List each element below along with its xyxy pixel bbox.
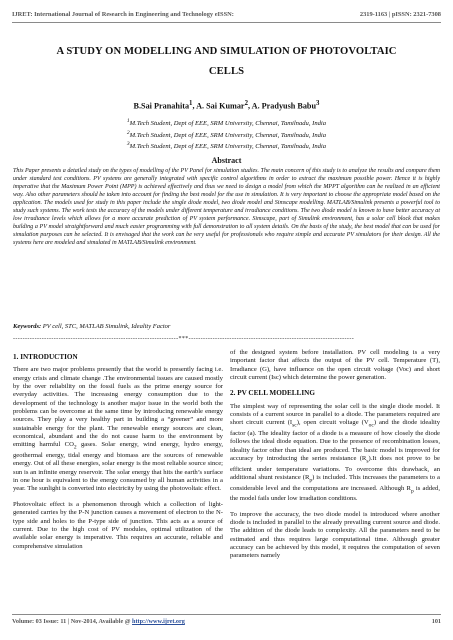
title-line-2: CELLS [208, 66, 245, 77]
section-heading-introduction: 1. INTRODUCTION [13, 353, 78, 361]
paper-title [20, 42, 433, 82]
author-list: B.Sai Pranahita$^1$, A. Sai Kumar$^2$, A. Pradyush Babu$^3$ [133, 100, 320, 111]
affiliation-2: $^2$M.Tech Student, Dept of EEE, SRM University, Chennai, Tamilnadu, India [126, 129, 327, 139]
journal-name: IJRET: International Journal of Research in Engineering and Technology eISSN: [12, 10, 234, 18]
intro-paragraph-3: of the designed system before installation. PV cell modeling is a very important factor that affects the output of the PV cell. Temperature (T), Irradiance (G), have influence on the open circuit voltage (Voc) and short circuit current (Isc) which determine the power generation. [230, 349, 440, 382]
keywords [13, 323, 440, 330]
author-3-sup: 3 [316, 100, 320, 107]
title-line-1: A STUDY ON MODELLING AND SIMULATION OF PHOTOVOLTAIC [56, 46, 397, 57]
abstract-body: This Paper presents a detailed study on the types of modelling of the PV Panel for simulation studies. The main concern of this study is to analyze the results and compare them under standard test conditions. PV systems are generally integrated with specific control algorithms in order to extract the maximum possible power. Hence it is highly imperative that the Maximum Power Point (MPP) is achieved effectively and thus we need to design a model from which the MPPT algorithm can be realized in an efficient way. Also other parameters should be taken into account for finding the best model for the use in simulation. It is very important to choose the appropriate model based on the application. The models used for study in this paper include the single diode model, two diode model and Simscape modelling. MATLAB/Simulink presents a powerful tool to study such systems. The work tests the accuracy of the models under different temperature and irradiance conditions. The two diode model is known to have better accuracy at low irradiance levels which allows for a more accurate prediction of PV system performance. Simscape, part of Simulink environment, has a solar cell block that makes building a PV model straightforward and much easier programming with full demonstration to all system details. On the basis of the study, the best model that can be used for simulation purposes can be selected. It is envisaged that the work can be very useful for professionals who require simple and accurate PV simulators for their design. All the systems here are modeled and simulated in MATLAB/Simulink environment. [13, 168, 440, 247]
keywords-list: PV cell, STC, MATLAB Simulink, Ideality Factor [41, 323, 171, 330]
modelling-paragraph-1: The simplest way of representing the solar cell is the single diode model. It consists of a current source in parallel to a diode. The parameters required are short circuit current $(I_{sc})$, open circuit voltage $(V_{oc})$ and the diode ideality factor (a). The ideality factor of a diode is a measure of how closely the diode follows the ideal diode equation. Due to the presence of recombination losses, ideality factor other than ideal are produced. The basic model is improved for accuracy by introducing the series resistance $(R_s).It$ does not prove to be efficient under temperature variations. To overcome this drawback, an additional shunt resistance $(R_p)$ is included. This increases the parameters to a considerable level and the computations are increased. Although $R_p$ is added, the model fails under low irradiation conditions. [230, 402, 441, 503]
page-number: 101 [431, 618, 441, 625]
affiliation-1: $^1$M.Tech Student, Dept of EEE, SRM University, Chennai, Tamilnadu, India [126, 118, 327, 128]
page-footer [12, 618, 441, 625]
journal-header [12, 8, 441, 20]
affiliation-3: $^3$M.Tech Student, Dept of EEE, SRM University, Chennai, Tamilnadu, India [126, 141, 327, 151]
author-1: B.Sai Pranahita [133, 101, 190, 111]
left-column [13, 349, 223, 558]
header-rule [12, 22, 441, 23]
author-1-sup: 1 [189, 100, 193, 107]
intro-paragraph-1: There are two major problems presently that the world is presently facing i.e. energy crisis and climate change .The environmental issues are caused mostly by the over reliability on the fossil fuels as the prime energy source for everyday activities. The increasing energy consumption due to the development of the technology is another major issue in the world both the problems can be overcome at the same time by introducing renewable energy sources. They play a very healthy part in building a “greener” and more sustainable energy for the plant. The renewable energy sources are clean, economical, abundant and the do not cause harm to the environment by emitting harmful $CO_2$ gases. Solar energy, wind energy, hydro energy, geothermal energy, tidal energy and biomass are the sources of renewable energy. Out of all these energies, solar energy is the most reliable source since; sun is an infinite energy reservoir. The solar energy that hits the earth’s surface in one hour is equivalent to the energy consumed by all human activities in a year. The sunlight is converted into electricity by using the photovoltaic effect. [13, 366, 223, 493]
abstract-heading: Abstract [211, 156, 242, 165]
section-separator: ---------------------------------------------------------------------***--------------------------------------------------------------------- [13, 336, 355, 342]
right-column [230, 349, 440, 568]
issn: 2319-1163 | pISSN: 2321-7308 [359, 10, 441, 18]
author-2-sup: 2 [244, 100, 248, 107]
footer-rule [12, 614, 441, 615]
intro-paragraph-2: Photovoltaic effect is a phenomenon through which a collection of light-generated carries by the P-N junction causes a movement of electron to the N-type side and holes to the P-type side of junction. This acts as a source of current. Due to the high cost of PV modules, optimal utilization of the available solar energy is imperative. This requires an accurate, reliable and comprehensive simulation [13, 500, 223, 550]
author-2: A. Sai Kumar [196, 101, 245, 111]
modelling-paragraph-2: To improve the accuracy, the two diode model is introduced where another diode is included in parallel to the already prevailing current source and diode. The addition of the diode leads to complexity. All the parameters need to be estimated and thus requires large computational time. Although greater accuracy can be achieved by this model, it requires the computation of seven parameters namely [230, 510, 440, 560]
section-heading-pv-cell-modelling: 2. PV CELL MODELLING [230, 389, 315, 398]
affiliations [20, 117, 433, 152]
author-3: A. Pradyush Babu [251, 101, 317, 111]
footer-volume: Volume: 03 Issue: 11 | Nov-2014, Available @ http://www.ijret.org [12, 618, 185, 625]
keywords-label: Keywords: [13, 323, 42, 330]
journal-link[interactable]: http://www.ijret.org [132, 618, 185, 625]
